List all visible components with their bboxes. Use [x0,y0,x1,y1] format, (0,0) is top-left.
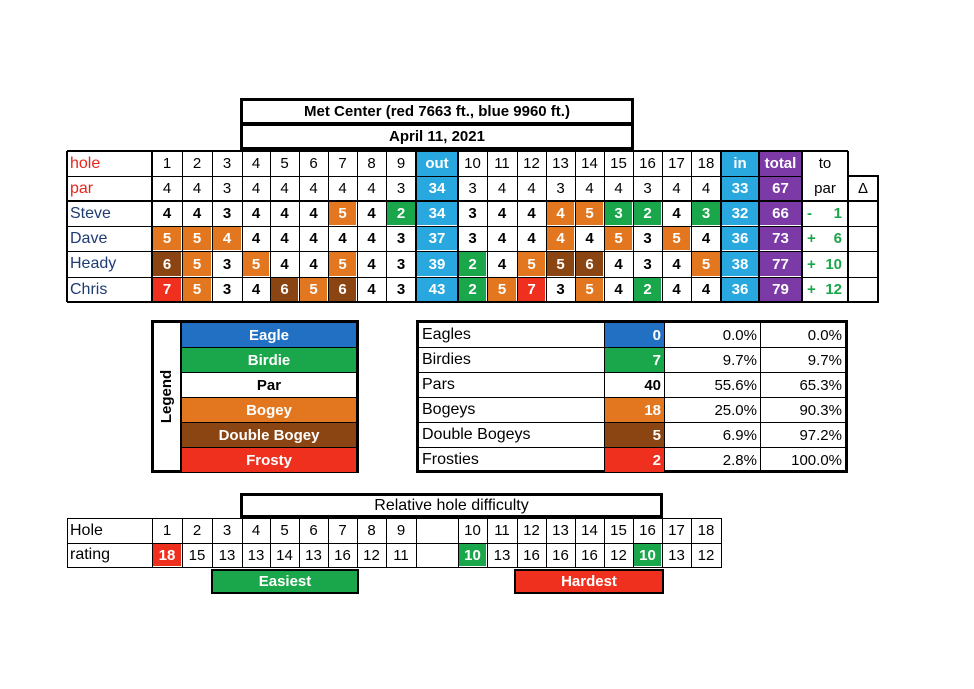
stats-label: Eagles [422,326,471,343]
player-name: Steve [70,204,111,222]
difficulty-rating: 11 [393,546,409,564]
hole-number: out [416,151,458,176]
stats-label: Double Bogeys [422,426,531,443]
player-score: 4 [280,255,289,273]
player-score: 4 [309,255,318,273]
player-score: 3 [396,281,406,298]
player-score: 3 [468,205,477,222]
stats-count: 40 [644,376,661,394]
legend-item: Birdie [182,348,356,372]
par-value: 4 [585,180,594,197]
player-score: 3 [556,281,565,298]
to-label: to [818,155,832,172]
difficulty-rating: 16 [523,546,540,564]
player-score: 5 [243,252,269,276]
delta-label: Δ [857,180,869,197]
hole-number: 2 [192,155,202,172]
player-score: 4 [309,205,318,222]
difficulty-rating: 12 [363,546,380,564]
hole-number: 11 [494,155,510,172]
difficulty-hole-label: Hole [70,521,103,539]
player-score: 4 [192,205,202,222]
hole-number: 18 [697,155,715,172]
hole-number: 5 [280,155,289,172]
par-value: 3 [222,180,232,197]
grid-line [182,397,356,398]
difficulty-hole-number [416,518,458,543]
difficulty-hole-number: 16 [639,522,656,539]
par-value: 3 [468,180,477,197]
par-value: 4 [338,180,347,197]
stats-cumulative: 100.0% [791,451,842,469]
hole-number: 14 [581,155,598,172]
player-score: 4 [672,281,681,298]
hole-number: 12 [523,155,540,172]
grid-line [182,347,356,348]
hole-label: hole [70,154,101,172]
player-score: 38 [721,252,759,276]
player-score: 3 [222,281,232,298]
player-score: 66 [759,202,802,225]
difficulty-rating: 13 [247,546,265,564]
grid-line [67,277,878,278]
difficulty-hole-number: 4 [251,522,261,539]
player-score: 73 [759,227,802,250]
hole-number: 6 [309,155,318,172]
player-score: 4 [614,255,623,273]
par-value: 34 [416,176,458,201]
player-score: 4 [367,281,376,298]
to-par-sign: + [807,230,816,247]
par-value: 3 [556,180,565,197]
stats-percent: 0.0% [722,326,757,344]
player-score: 6 [271,278,298,301]
difficulty-rating: 12 [697,546,715,564]
par-value: 4 [614,180,623,197]
hole-number: 7 [338,155,347,172]
to-par-sign: + [807,281,816,298]
difficulty-rating: 13 [668,546,685,564]
player-score: 2 [459,278,486,301]
to-par-diff: 6 [833,230,842,247]
player-name: Dave [70,229,108,247]
player-score: 4 [213,227,241,250]
difficulty-hole-number: 8 [367,522,376,539]
player-score: 36 [721,227,759,250]
legend-item: Par [256,376,282,394]
player-score: 4 [672,255,681,273]
grid-line [848,175,879,177]
difficulty-rating: 16 [581,546,598,564]
par-value: 4 [672,180,681,197]
difficulty-hole-number: 10 [464,522,481,539]
hole-number: 3 [222,155,232,172]
par-value: 67 [759,176,802,201]
stats-count: 7 [605,348,664,372]
difficulty-rating: 10 [459,544,486,566]
hole-number: 10 [464,155,481,172]
player-score: 4 [338,230,347,247]
par-value: 3 [396,180,406,197]
difficulty-hole-number: 18 [697,522,715,539]
grid-line [182,372,356,373]
player-score: 4 [614,281,623,298]
player-score: 4 [497,205,507,222]
hole-number: 4 [251,155,261,172]
player-score: 4 [367,205,376,222]
difficulty-rating: 15 [188,546,206,564]
stats-percent: 55.6% [714,376,757,394]
player-score: 3 [643,255,652,273]
to-par-sign: + [807,255,816,273]
difficulty-hole-number: 3 [222,522,232,539]
legend-item: Frosty [182,448,356,472]
legend-item: Eagle [182,323,356,347]
par-value: 4 [192,180,202,197]
difficulty-hole-number: 12 [523,522,540,539]
hole-number: 15 [610,155,627,172]
player-score: 5 [663,227,690,250]
grid-line [67,226,878,227]
hole-number: 9 [396,155,406,172]
player-score: 37 [416,227,458,250]
grid-line [67,200,879,202]
stats-count: 0 [605,323,664,347]
grid-line [877,176,879,302]
to-par-value [802,226,848,251]
par-value: 33 [721,176,759,201]
to-par-diff: 10 [825,255,842,273]
player-score: 6 [153,252,181,276]
player-score: 4 [701,230,711,247]
player-score: 5 [576,278,603,301]
player-score: 5 [300,278,327,301]
player-score: 5 [329,202,356,225]
player-score: 39 [416,252,458,276]
grid-line [67,518,722,519]
player-score: 3 [222,205,232,222]
player-score: 3 [396,255,406,273]
player-score: 77 [759,252,802,276]
stats-percent: 25.0% [714,401,757,419]
difficulty-hole-number: 17 [668,522,685,539]
player-score: 4 [672,205,681,222]
legend-label [151,320,182,473]
par-value: 4 [162,180,172,197]
difficulty-rating [416,543,458,567]
par-value: 3 [643,180,652,197]
player-score: 2 [387,202,415,225]
par-label: par [70,179,94,197]
hardest-label: Hardest [514,569,664,594]
player-score: 5 [183,252,211,276]
grid-line [182,447,356,448]
player-score: 4 [309,230,318,247]
player-score: 3 [643,230,652,247]
to-par-value [802,277,848,302]
stats-percent: 6.9% [722,426,757,444]
difficulty-hole-number: 15 [610,522,627,539]
hole-number: 1 [162,155,172,172]
stats-percent: 9.7% [722,351,757,369]
difficulty-hole-number: 7 [338,522,347,539]
stats-count: 18 [605,398,664,422]
stats-cumulative: 65.3% [799,376,842,394]
legend-item: Double Bogey [182,423,356,447]
player-score: 5 [153,227,181,250]
difficulty-rating: 13 [305,546,322,564]
stats-label: Frosties [422,451,479,468]
grid-line [67,301,879,303]
grid-line [67,176,802,177]
player-score: 4 [701,281,711,298]
player-score: 2 [459,252,486,276]
difficulty-rating: 10 [634,544,661,566]
player-score: 7 [518,278,545,301]
player-score: 4 [547,227,574,250]
player-score: 34 [416,202,458,225]
difficulty-rating: 16 [334,546,351,564]
to-par-label: par [814,180,836,197]
difficulty-hole-number: 13 [552,522,569,539]
player-score: 4 [162,205,172,222]
player-score: 6 [329,278,356,301]
player-score: 4 [527,230,536,247]
stats-count: 2 [605,448,664,472]
stats-label: Birdies [422,351,471,368]
difficulty-hole-number: 9 [396,522,406,539]
difficulty-rating: 12 [610,546,627,564]
player-score: 5 [518,252,545,276]
player-score: 5 [605,227,632,250]
player-score: 2 [634,202,661,225]
difficulty-rating: 18 [153,544,181,566]
hole-number: in [721,151,759,176]
to-par-value [802,251,848,277]
hole-number: 13 [552,155,569,172]
stats-percent: 2.8% [722,451,757,469]
player-score: 4 [547,202,574,225]
page-title: Met Center (red 7663 ft., blue 9960 ft.) [304,103,570,120]
difficulty-hole-number: 11 [494,522,510,539]
player-score: 4 [367,255,376,273]
player-name: Heady [70,255,117,272]
player-score: 2 [634,278,661,301]
stats-cumulative: 90.3% [799,401,842,419]
par-value: 4 [497,180,507,197]
difficulty-rating: 14 [276,546,293,564]
stats-label: Pars [422,376,455,393]
player-score: 4 [527,205,536,222]
player-score: 3 [468,230,477,247]
grid-line [67,251,878,252]
difficulty-rating: 13 [493,546,511,564]
player-score: 4 [585,230,594,247]
hole-number: 16 [639,155,656,172]
difficulty-hole-number: 6 [309,522,318,539]
player-score: 5 [547,252,574,276]
to-par-diff: 12 [825,281,842,298]
player-score: 43 [416,278,458,301]
player-name: Chris [70,280,108,298]
hole-number: total [759,151,802,176]
player-score: 4 [251,205,261,222]
player-score: 3 [605,202,632,225]
stats-cumulative: 0.0% [807,326,842,344]
page-date: April 11, 2021 [389,128,485,145]
player-score: 5 [692,252,720,276]
par-value: 4 [309,180,318,197]
par-value: 4 [251,180,261,197]
player-score: 3 [692,202,720,225]
difficulty-rating: 16 [552,546,569,564]
difficulty-hole-number: 2 [192,522,202,539]
grid-line [182,422,356,423]
player-score: 4 [251,281,261,298]
difficulty-rating-label: rating [70,546,111,563]
player-score: 4 [367,230,376,247]
par-value: 4 [367,180,376,197]
player-score: 32 [721,202,759,225]
legend-item: Bogey [182,398,356,422]
player-score: 4 [497,255,507,273]
stats-count: 5 [605,423,664,447]
player-score: 4 [280,230,289,247]
legend-title: Legend [158,369,175,424]
player-score: 5 [576,202,603,225]
player-score: 4 [251,230,261,247]
player-score: 5 [183,227,211,250]
player-score: 5 [183,278,211,301]
player-score: 3 [396,230,406,247]
to-par-sign: - [807,205,812,222]
player-score: 6 [576,252,603,276]
stats-cumulative: 97.2% [799,426,842,444]
easiest-label: Easiest [211,569,359,594]
player-score: 4 [280,205,289,222]
stats-label: Bogeys [422,401,476,418]
hole-number: 8 [367,155,376,172]
player-score: 36 [721,278,759,301]
player-score: 79 [759,278,802,301]
to-par-diff: 1 [833,205,842,222]
difficulty-title: Relative hole difficulty [374,496,529,514]
par-value: 4 [701,180,711,197]
grid-line [67,567,722,568]
difficulty-rating: 13 [218,546,236,564]
player-score: 3 [222,255,232,273]
difficulty-hole-number: 1 [162,522,172,539]
player-score: 5 [488,278,516,301]
par-value: 4 [527,180,536,197]
hole-number: 17 [668,155,685,172]
player-score: 5 [329,252,356,276]
difficulty-hole-number: 5 [280,522,289,539]
grid-line [67,543,722,544]
to-par-value [802,201,848,226]
player-score: 7 [153,278,181,301]
player-score: 4 [497,230,507,247]
difficulty-hole-number: 14 [581,522,598,539]
grid-line [67,150,848,152]
par-value: 4 [280,180,289,197]
stats-cumulative: 9.7% [807,351,842,369]
